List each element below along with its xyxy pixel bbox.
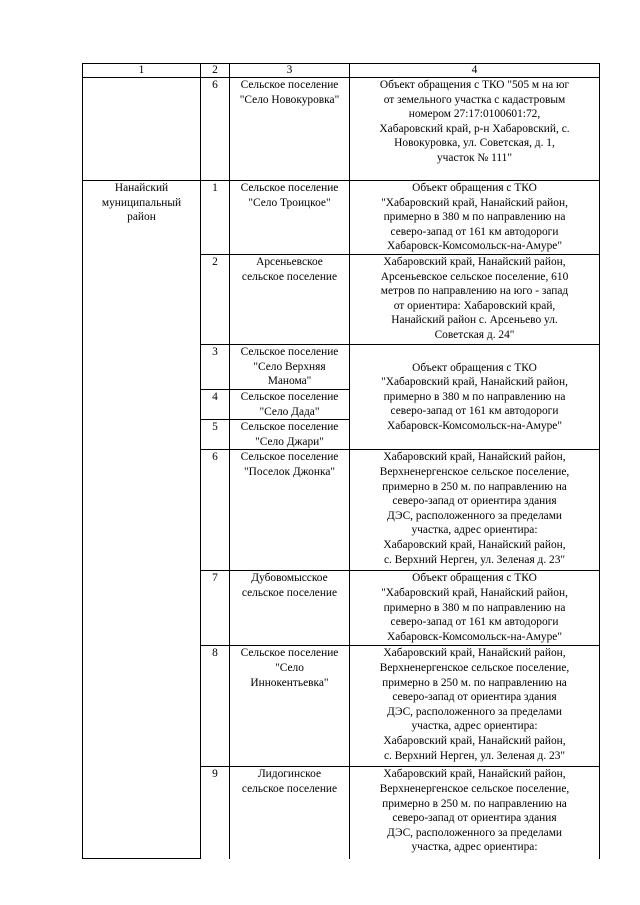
settlement-line: Сельское поселение bbox=[240, 79, 339, 91]
object-line: примерно в 250 м. по направлению на bbox=[382, 480, 567, 493]
settlement-cell bbox=[230, 767, 350, 859]
settlement-line: Манома" bbox=[267, 375, 312, 388]
row-number-cell: 8 bbox=[201, 646, 230, 767]
object-line: Хабаровский край, Нанайский район, bbox=[383, 734, 566, 747]
object-cell bbox=[350, 450, 600, 571]
object-line: Хабаровский край, Нанайский район, bbox=[383, 538, 566, 551]
settlement-line: сельское поселение bbox=[241, 782, 338, 795]
object-line: "Хабаровский край, Нанайский район, bbox=[381, 196, 568, 209]
object-line: ДЭС, расположенного за пределами bbox=[387, 826, 562, 839]
settlement-cell bbox=[230, 450, 350, 571]
settlement-line: "Село Троицкое" bbox=[248, 196, 331, 209]
municipality-line: Нанайский bbox=[114, 182, 169, 194]
settlement-cell bbox=[230, 254, 350, 344]
object-line: участка, адрес ориентира: bbox=[411, 524, 538, 537]
object-cell bbox=[350, 344, 600, 449]
municipality-line: муниципальный bbox=[101, 196, 182, 209]
row-number-cell: 9 bbox=[201, 767, 230, 859]
object-line: Хабаровский край, Нанайский район, bbox=[383, 647, 566, 660]
header-cell-col-4: 4 bbox=[350, 64, 600, 78]
object-line: примерно в 380 м по направлению на bbox=[383, 390, 566, 403]
object-line: участка, адрес ориентира: bbox=[411, 720, 538, 733]
header-cell-col-2: 2 bbox=[201, 64, 230, 78]
object-cell bbox=[350, 646, 600, 767]
settlement-cell bbox=[230, 344, 350, 389]
table-row bbox=[83, 181, 600, 255]
object-line: Верхненергенское сельское поселение, bbox=[379, 782, 570, 795]
settlement-cell bbox=[230, 420, 350, 450]
settlement-line: "Село Новокуровка" bbox=[239, 93, 340, 106]
object-line: "Хабаровский край, Нанайский район, bbox=[381, 586, 568, 599]
object-line: примерно в 380 м по направлению на bbox=[383, 211, 566, 224]
object-line: Хабаровский край, р-н Хабаровский, с. bbox=[379, 122, 570, 135]
object-line: северо-запад от ориентира здания bbox=[392, 812, 557, 825]
row-number-cell: 7 bbox=[201, 571, 230, 646]
object-line: Объект обращения с ТКО bbox=[412, 182, 537, 194]
settlement-line: Сельское поселение bbox=[240, 345, 339, 358]
object-line: Хабаровск-Комсомольск-на-Амуре" bbox=[387, 630, 562, 643]
settlement-line: "Поселок Джонка" bbox=[243, 465, 336, 478]
settlement-line: Сельское поселение bbox=[240, 647, 339, 660]
settlement-cell bbox=[230, 389, 350, 419]
municipality-cell bbox=[83, 78, 201, 181]
settlement-line: Сельское поселение bbox=[240, 182, 339, 194]
object-line: номером 27:17:0100601:72, bbox=[408, 108, 541, 121]
object-line: северо-запад от 161 км автодороги bbox=[390, 616, 559, 629]
object-line: Верхненергенское сельское поселение, bbox=[379, 661, 570, 674]
object-cell bbox=[350, 254, 600, 344]
object-line: от ориентира: Хабаровский край, bbox=[393, 299, 556, 312]
settlement-cell bbox=[230, 646, 350, 767]
object-line: примерно в 250 м. по направлению на bbox=[382, 676, 567, 689]
row-number-cell: 6 bbox=[201, 450, 230, 571]
object-line: северо-запад от ориентира здания bbox=[392, 495, 557, 508]
object-line: Хабаровск-Комсомольск-на-Амуре" bbox=[387, 240, 562, 253]
row-number-cell: 4 bbox=[201, 389, 230, 419]
settlement-line: "Село bbox=[275, 661, 304, 674]
table-row bbox=[83, 78, 600, 181]
settlement-line: "Село Дада" bbox=[259, 405, 320, 418]
settlement-line: сельское поселение bbox=[241, 270, 338, 283]
settlement-cell bbox=[230, 78, 350, 181]
object-line: примерно в 250 м. по направлению на bbox=[382, 797, 567, 810]
settlement-line: "Село Верхняя bbox=[253, 360, 326, 373]
object-line: северо-запад от ориентира здания bbox=[392, 691, 557, 704]
row-number-cell: 2 bbox=[201, 254, 230, 344]
municipality-cell bbox=[83, 181, 201, 859]
object-line: примерно в 380 м по направлению на bbox=[383, 601, 566, 614]
object-line: от земельного участка с кадастровым bbox=[383, 93, 566, 106]
object-line: метров по направлению на юго - запад bbox=[380, 285, 569, 298]
object-line: с. Верхний Нерген, ул. Зеленая д. 23" bbox=[383, 553, 566, 566]
municipality-line: район bbox=[127, 211, 156, 224]
settlement-cell bbox=[230, 571, 350, 646]
object-line: Хабаровский край, Нанайский район, bbox=[383, 451, 566, 464]
object-line: Объект обращения с ТКО "505 м на юг bbox=[379, 79, 570, 91]
object-cell bbox=[350, 181, 600, 255]
object-line: участка, адрес ориентира: bbox=[411, 841, 538, 854]
object-line: северо-запад от 161 км автодороги bbox=[390, 225, 559, 238]
object-line: Хабаровский край, Нанайский район, bbox=[383, 255, 566, 268]
object-line: Новокуровка, ул. Советская, д. 1, bbox=[394, 137, 555, 150]
row-number-cell: 3 bbox=[201, 344, 230, 389]
object-cell bbox=[350, 78, 600, 181]
settlement-line: Сельское поселение bbox=[240, 390, 339, 403]
object-line: ДЭС, расположенного за пределами bbox=[387, 509, 562, 522]
settlement-line: Сельское поселение bbox=[240, 421, 339, 434]
object-line: участок № 111" bbox=[436, 151, 513, 164]
header-cell-col-1: 1 bbox=[83, 64, 201, 78]
settlement-line: сельское поселение bbox=[241, 586, 338, 599]
object-line: Нанайский район с. Арсеньево ул. bbox=[391, 314, 558, 327]
object-line: Хабаровск-Комсомольск-на-Амуре" bbox=[387, 420, 562, 433]
object-line: Объект обращения с ТКО bbox=[412, 572, 537, 585]
object-line: Верхненергенское сельское поселение, bbox=[379, 465, 570, 478]
object-line: Хабаровский край, Нанайский район, bbox=[383, 768, 566, 781]
table-header-row bbox=[83, 64, 600, 78]
settlement-line: Дубовомысское bbox=[251, 572, 328, 585]
settlement-line: Сельское поселение bbox=[240, 451, 339, 464]
settlement-cell bbox=[230, 181, 350, 255]
settlement-line: Лидогинское bbox=[257, 768, 322, 781]
object-cell bbox=[350, 571, 600, 646]
object-line: Арсеньевское сельское поселение, 610 bbox=[380, 270, 569, 283]
settlement-line: Арсеньевское bbox=[256, 255, 323, 268]
object-cell bbox=[350, 767, 600, 859]
object-line: "Хабаровский край, Нанайский район, bbox=[381, 376, 568, 389]
object-line: ДЭС, расположенного за пределами bbox=[387, 705, 562, 718]
document-table bbox=[82, 63, 600, 859]
row-number-cell: 5 bbox=[201, 420, 230, 450]
settlement-line: Иннокентьевка" bbox=[250, 676, 329, 689]
object-line: Советская д. 24" bbox=[434, 328, 515, 341]
settlement-line: "Село Джари" bbox=[255, 435, 324, 448]
row-number-cell: 1 bbox=[201, 181, 230, 255]
row-number-cell: 6 bbox=[201, 78, 230, 181]
object-line: северо-запад от 161 км автодороги bbox=[390, 405, 559, 418]
object-line: Объект обращения с ТКО bbox=[412, 361, 537, 374]
header-cell-col-3: 3 bbox=[230, 64, 350, 78]
object-line: с. Верхний Нерген, ул. Зеленая д. 23" bbox=[383, 749, 566, 762]
